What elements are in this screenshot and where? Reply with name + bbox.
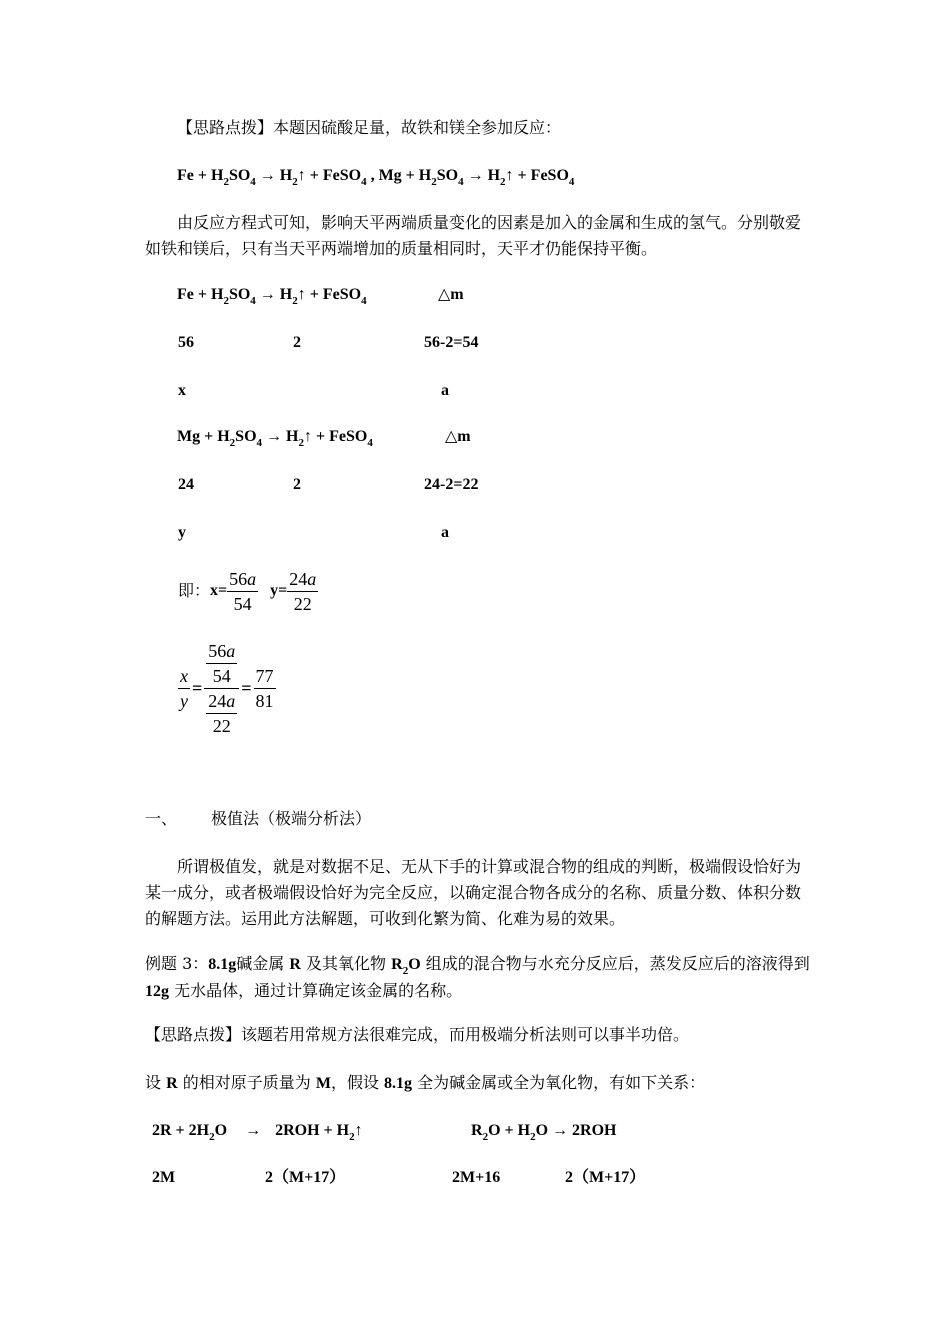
formula-part: R — [391, 956, 403, 973]
solution-fractions — [178, 565, 318, 617]
assumption-line — [145, 1072, 705, 1095]
eq-sub: 4 — [568, 176, 575, 188]
top-fraction — [206, 639, 237, 688]
eq-sub: 2 — [500, 176, 506, 188]
num-var: a — [226, 640, 236, 661]
eq-sub: 2 — [223, 295, 229, 307]
example-label: 例题 3： — [145, 954, 209, 973]
num-var: a — [307, 568, 317, 589]
hint-label: 【思路点拨】 — [177, 118, 274, 137]
example-3 — [145, 951, 810, 1005]
compound-top — [204, 639, 239, 689]
rxn-part: O → 2ROH — [535, 1122, 617, 1139]
mg-var-y: y — [178, 524, 186, 541]
eq-sub: 4 — [458, 176, 464, 188]
mg-mass-24: 24 — [178, 476, 194, 493]
eq-part: ↑ + FeSO — [505, 167, 569, 184]
example-text: 无水晶体，通过计算确定该金属的名称。 — [169, 981, 463, 1000]
assume-text: ，假设 — [330, 1073, 385, 1092]
mass-2-m17-a: 2（M+17） — [265, 1169, 346, 1186]
mg-mass-diff: 24-2=22 — [424, 476, 479, 493]
eq-sub: 4 — [256, 437, 263, 449]
rxn-arrow: → — [245, 1122, 262, 1139]
fe-equation — [177, 284, 367, 306]
eq-part: ↑ + FeSO — [303, 428, 368, 445]
mass-2m: 2M — [152, 1169, 176, 1186]
var-y: y — [180, 690, 188, 711]
paragraph-balance: 由反应方程式可知，影响天平两端质量变化的因素是加入的金属和生成的氢气。分别敬爱如铁和镁后，只有当天平两端增加的质量相同时，天平才仍能保持平衡。 — [145, 213, 802, 258]
ratio-expression — [178, 640, 276, 736]
reaction-equations-line — [177, 165, 574, 187]
eq-sub: 4 — [367, 437, 373, 449]
xy-num — [178, 664, 190, 689]
rxn-sub: 2 — [349, 1131, 355, 1143]
rxn-part: O + H — [488, 1122, 531, 1139]
symbol-r: R — [166, 1075, 178, 1092]
compound-fraction — [204, 639, 239, 738]
eq-sub: 4 — [250, 176, 256, 188]
y-denominator: 22 — [293, 593, 312, 614]
rxn-sub: 2 — [482, 1131, 489, 1143]
eq-part: SO — [235, 428, 257, 445]
fe-var-x: x — [178, 382, 186, 399]
assume-text: 全为碱金属或全为氧化物，有如下关系： — [412, 1073, 706, 1092]
eq-part: Mg + H — [177, 428, 230, 445]
num-coef: 24 — [208, 690, 227, 711]
top-den: 54 — [212, 665, 231, 686]
eq-sub: 2 — [298, 437, 304, 449]
top-num — [206, 639, 237, 664]
eq-part: SO — [436, 167, 459, 184]
xy-den — [178, 689, 190, 713]
symbol-m: M — [315, 1075, 331, 1092]
rxn-part: R — [471, 1122, 483, 1139]
reaction-metal-water — [152, 1120, 363, 1142]
mass-12g: 12g — [145, 983, 169, 1000]
num-var: a — [226, 690, 236, 711]
assume-text: 的相对原子质量为 — [177, 1073, 316, 1092]
formula-r2o — [391, 956, 421, 977]
eq-part: SO — [228, 286, 251, 303]
mass-2-m17-b: 2（M+17） — [565, 1169, 646, 1186]
y-equals: y= — [270, 582, 288, 599]
x-numerator — [227, 567, 258, 592]
fe-mass-56: 56 — [178, 334, 194, 351]
rxn-sub: 2 — [530, 1131, 536, 1143]
eq-arrow: → H — [255, 286, 293, 303]
eq-sub: 2 — [292, 295, 298, 307]
fe-var-a: a — [441, 382, 449, 399]
rxn-part: 2R + 2H — [152, 1122, 210, 1139]
num-coef: 24 — [289, 568, 308, 589]
mg-var-a: a — [441, 524, 449, 541]
eq-sub: 4 — [250, 295, 256, 307]
eq-part: SO — [228, 167, 251, 184]
eq-arrow: → H — [255, 167, 293, 184]
section-title: 极值法（极端分析法） — [211, 809, 372, 828]
var-x: x — [180, 665, 188, 686]
rxn-sub: 2 — [209, 1131, 215, 1143]
fe-delta-m: △m — [438, 286, 464, 303]
x-equals: x= — [210, 582, 228, 599]
symbol-r: R — [289, 956, 301, 973]
xy-fraction — [178, 664, 190, 713]
eq-sub: 2 — [223, 176, 229, 188]
num-coef: 56 — [229, 568, 248, 589]
bottom-fraction — [206, 689, 237, 738]
result-den: 81 — [255, 690, 274, 711]
example-text: 碱金属 — [236, 954, 290, 973]
eq-sub: 4 — [361, 176, 367, 188]
eq-sub: 2 — [431, 176, 437, 188]
eq-part: Fe + H — [177, 286, 224, 303]
fe-mass-h2: 2 — [293, 334, 301, 351]
eq-part: ↑ + FeSO — [297, 167, 362, 184]
equals-sign: = — [192, 678, 203, 698]
mg-mass-h2: 2 — [293, 476, 301, 493]
fe-mass-diff: 56-2=54 — [424, 334, 479, 351]
equals-sign-2: = — [241, 678, 252, 698]
num-coef: 56 — [208, 640, 227, 661]
eq-arrow: → H — [262, 428, 299, 445]
result-fraction — [254, 664, 276, 713]
rxn-part: 2ROH + H — [275, 1122, 350, 1139]
eq-fe-part: Fe + H — [177, 167, 224, 184]
hint-text: 该题若用常规方法很难完成，而用极端分析法则可以事半功倍。 — [241, 1025, 690, 1044]
assume-text: 设 — [145, 1073, 167, 1092]
eq-separator: , — [366, 167, 379, 184]
section-number: 一、 — [145, 809, 178, 828]
x-denominator: 54 — [233, 593, 252, 614]
mg-equation — [177, 426, 373, 448]
y-numerator — [287, 567, 318, 592]
x-fraction — [227, 567, 258, 616]
reaction-oxide-water — [471, 1120, 616, 1142]
mg-delta-m: △m — [445, 428, 471, 445]
compound-bottom — [204, 689, 239, 738]
rxn-part: ↑ — [354, 1122, 363, 1139]
example-text: 组成的混合物与水充分反应后，蒸发反应后的溶液得到 — [420, 954, 810, 973]
paragraph-extreme-method: 所谓极值发，就是对数据不足、无从下手的计算或混合物的组成的判断，极端假设恰好为某一成分，或者极端假设恰好为完全反应，以确定混合物各成分的名称、质量分数、体积分数的解题方法。运用此方法解题，可收到化繁为简、化难为易的效果。 — [145, 857, 802, 928]
formula-part: O — [408, 956, 421, 973]
num-var: a — [247, 568, 257, 589]
eq-sub: 2 — [292, 176, 298, 188]
eq-sub: 2 — [229, 437, 236, 449]
hint-line-1 — [177, 117, 561, 139]
mass-8-1g: 8.1g — [208, 956, 237, 973]
rxn-part: O — [214, 1122, 228, 1139]
eq-sub: 4 — [361, 295, 367, 307]
example-text: 及其氧化物 — [300, 954, 392, 973]
eq-mg-part: Mg + H — [378, 167, 432, 184]
result-num: 77 — [254, 664, 276, 689]
eq-arrow: → H — [463, 167, 501, 184]
y-fraction — [287, 567, 318, 616]
formula-sub: 2 — [402, 965, 409, 977]
ji-label: 即： — [178, 581, 211, 600]
bottom-num — [206, 689, 237, 714]
bottom-den: 22 — [212, 715, 231, 736]
mass-8-1g: 8.1g — [384, 1075, 413, 1092]
mass-2m16: 2M+16 — [452, 1169, 501, 1186]
hint-label: 【思路点拨】 — [145, 1025, 242, 1044]
eq-part: ↑ + FeSO — [297, 286, 362, 303]
hint-line-2 — [145, 1024, 689, 1046]
hint-text: 本题因硫酸足量，故铁和镁全参加反应： — [273, 118, 562, 137]
